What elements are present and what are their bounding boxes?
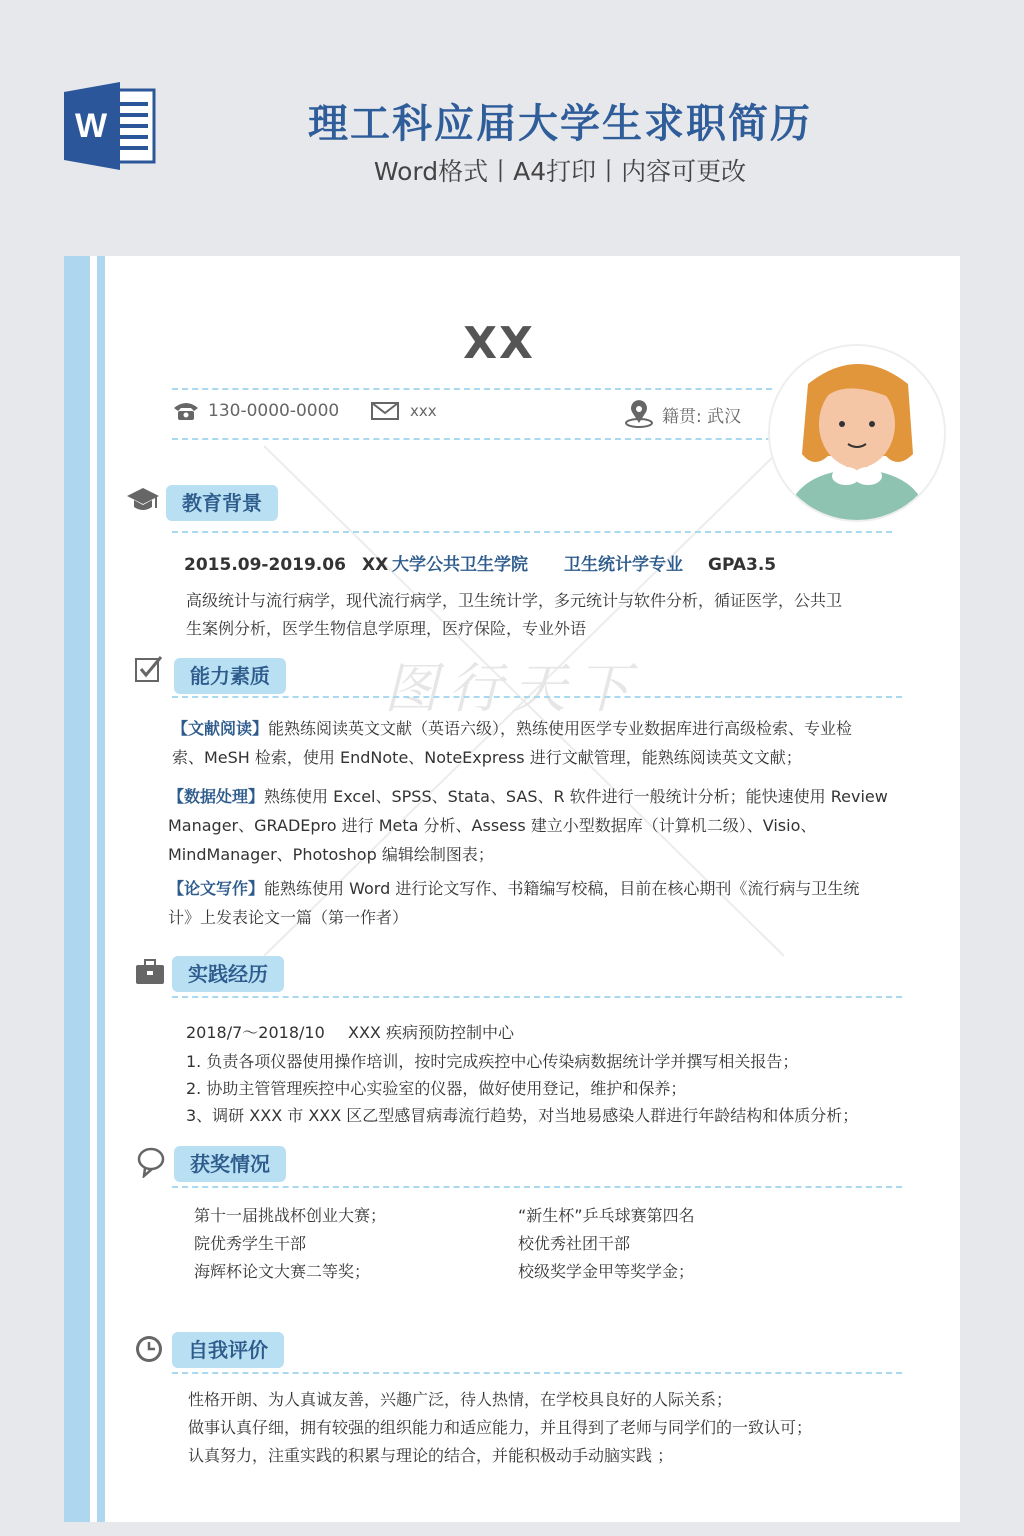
avatar — [768, 344, 946, 522]
education-school: 大学公共卫生学院 — [392, 555, 528, 575]
divider — [172, 1372, 902, 1374]
self-eval-line: 做事认真仔细，拥有较强的组织能力和适应能力，并且得到了老师与同学们的一致认可； — [188, 1418, 813, 1437]
contact-email — [370, 400, 437, 422]
phone-number: 130-0000-0000 — [208, 401, 340, 421]
education-school-prefix: XX — [362, 555, 389, 575]
email-address: xxx — [410, 402, 437, 420]
award-item: 第十一届挑战杯创业大赛； — [194, 1206, 387, 1225]
briefcase-icon — [134, 958, 166, 986]
hometown: 籍贯: 武汉 — [662, 406, 742, 427]
divider — [172, 531, 892, 533]
location-pin-icon — [624, 400, 654, 428]
checkbox-icon — [134, 654, 164, 684]
education-date: 2015.09-2019.06 — [184, 555, 346, 575]
page-subtitle: Word格式丨A4打印丨内容可更改 — [373, 157, 747, 186]
graduation-cap-icon — [126, 486, 160, 514]
svg-text:W: W — [74, 107, 108, 145]
education-gpa: GPA3.5 — [708, 555, 777, 575]
education-major: 卫生统计学专业 — [564, 555, 683, 575]
section-title-practice: 实践经历 — [172, 956, 284, 992]
self-eval-line: 性格开朗、为人真诚友善，兴趣广泛，待人热情，在学校具良好的人际关系； — [188, 1390, 733, 1409]
watermark-text: 图行天下 — [384, 657, 640, 720]
skill-writing: 【论文写作】能熟练使用 Word 进行论文写作、书籍编写校稿，目前在核心期刊《流行病与卫生统 计》上发表论文一篇（第一作者） — [168, 879, 860, 927]
word-logo-icon — [64, 82, 156, 170]
award-item: 海辉杯论文大赛二等奖； — [194, 1262, 371, 1281]
self-eval-line: 认真努力，注重实践的积累与理论的结合，并能积极动手动脑实践 ； — [188, 1446, 674, 1465]
section-title-education: 教育背景 — [166, 485, 278, 521]
phone-icon — [172, 400, 200, 422]
skill-literature: 【文献阅读】能熟练阅读英文文献（英语六级），熟练使用医学专业数据库进行高级检索、专业检 索、MeSH 检索，使用 EndNote、NoteExpress 进行文献管理，能熟练阅读英文文献； — [172, 719, 853, 767]
section-title-self-eval: 自我评价 — [172, 1332, 284, 1368]
page-title: 理工科应届大学生求职简历 — [308, 101, 812, 147]
speech-bubble-icon — [136, 1146, 166, 1178]
candidate-name: XX — [463, 318, 535, 369]
practice-org: XXX 疾病预防控制中心 — [348, 1023, 514, 1042]
divider — [172, 696, 902, 698]
award-item: 院优秀学生干部 — [194, 1234, 307, 1253]
award-item: 校优秀社团干部 — [518, 1234, 631, 1253]
contact-phone — [172, 400, 339, 422]
practice-item: 2. 协助主管管理疾控中心实验室的仪器，做好使用登记，维护和保养； — [186, 1079, 687, 1098]
contact-hometown — [624, 400, 741, 428]
practice-item: 3、调研 XXX 市 XXX 区乙型感冒病毒流行趋势，对当地易感染人群进行年龄结构和体质分析； — [186, 1106, 859, 1125]
section-title-skills: 能力素质 — [174, 658, 286, 694]
section-title-awards: 获奖情况 — [174, 1146, 286, 1182]
divider — [172, 996, 902, 998]
award-item: 校级奖学金甲等奖学金； — [518, 1262, 695, 1281]
clock-icon — [134, 1334, 164, 1364]
resume-page — [64, 256, 960, 1522]
envelope-icon — [370, 400, 402, 422]
divider — [172, 388, 772, 390]
divider — [172, 1186, 902, 1188]
education-courses: 生案例分析，医学生物信息学原理，医疗保险，专业外语 — [186, 619, 587, 638]
divider — [172, 438, 772, 440]
award-item: “新生杯”乒乓球赛第四名 — [518, 1206, 695, 1225]
practice-period: 2018/7～2018/10 — [186, 1023, 325, 1042]
education-courses: 高级统计与流行病学，现代流行病学，卫生统计学，多元统计与软件分析，循证医学，公共卫 — [186, 591, 843, 610]
skill-data-processing: 【数据处理】熟练使用 Excel、SPSS、Stata、SAS、R 软件进行一般统计分析；能快速使用 Review Manager、GRADEpro 进行 Meta 分析、Assess 建立小型数据库（计算机二级）、Visio、 MindManager、Photoshop 编辑绘制图表； — [168, 787, 888, 864]
practice-item: 1. 负责各项仪器使用操作培训，按时完成疾控中心传染病数据统计学并撰写相关报告； — [186, 1052, 799, 1071]
